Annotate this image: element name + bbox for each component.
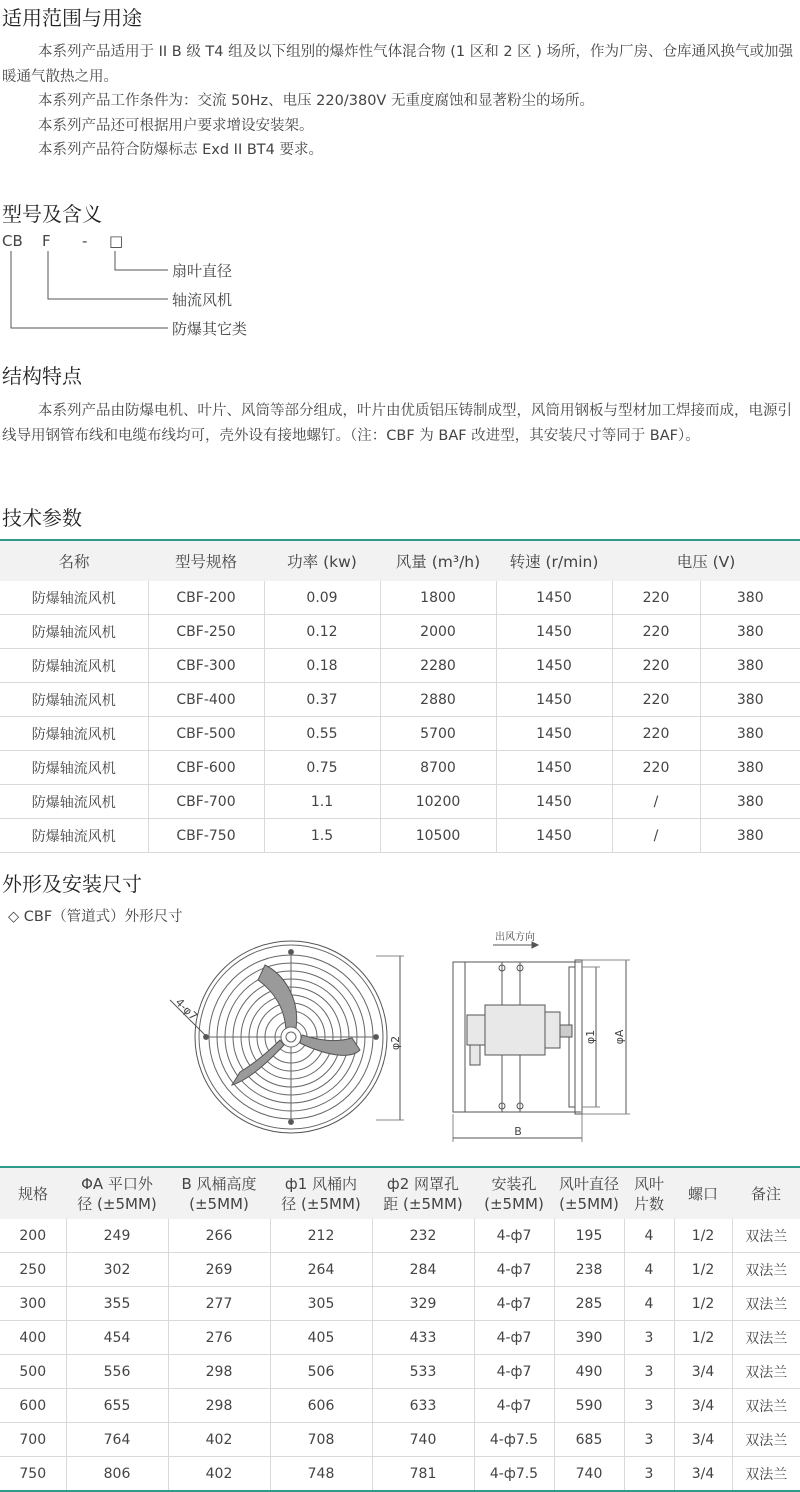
dims-cell: 3 xyxy=(624,1321,674,1355)
dims-table-body xyxy=(0,1219,800,1491)
dims-table-row xyxy=(0,1253,800,1287)
dims-table-row xyxy=(0,1457,800,1492)
tech-cell: 防爆轴流风机 xyxy=(0,683,148,717)
dims-cell: 305 xyxy=(270,1287,372,1321)
dims-cell: 402 xyxy=(168,1457,270,1492)
dims-cell: 4-ф7 xyxy=(474,1287,554,1321)
tech-cell: 2880 xyxy=(380,683,496,717)
dims-cell: 266 xyxy=(168,1219,270,1253)
tech-cell: 防爆轴流风机 xyxy=(0,717,148,751)
dims-table-row xyxy=(0,1355,800,1389)
dims-table xyxy=(0,1166,800,1492)
tech-table-row xyxy=(0,819,800,853)
dims-table-row xyxy=(0,1287,800,1321)
tech-cell: CBF-400 xyxy=(148,683,264,717)
scope-text xyxy=(2,40,798,163)
dims-cell: 双法兰 xyxy=(732,1457,800,1492)
tech-cell: 220 xyxy=(612,649,700,683)
dims-cell: 700 xyxy=(0,1423,66,1457)
tech-cell: 380 xyxy=(700,751,800,785)
dims-table-row xyxy=(0,1321,800,1355)
tech-cell: 1.1 xyxy=(264,785,380,819)
dims-cell: 405 xyxy=(270,1321,372,1355)
tech-cell: CBF-700 xyxy=(148,785,264,819)
tech-cell: 380 xyxy=(700,717,800,751)
model-label-diameter: 扇叶直径 xyxy=(172,262,233,280)
dims-table-row xyxy=(0,1219,800,1253)
tech-cell: 1800 xyxy=(380,581,496,615)
dims-cell: 556 xyxy=(66,1355,168,1389)
section-title-scope: 适用范围与用途 xyxy=(2,6,142,30)
section-title-dims: 外形及安装尺寸 xyxy=(2,872,142,896)
tech-cell: 380 xyxy=(700,649,800,683)
dims-header-line-1: 螺口 xyxy=(687,1184,718,1203)
tech-cell: 2280 xyxy=(380,649,496,683)
label-phiA: φA xyxy=(613,1029,626,1045)
label-b: B xyxy=(514,1125,522,1138)
tech-cell: 防爆轴流风机 xyxy=(0,785,148,819)
dims-header-cell xyxy=(624,1167,674,1219)
dims-header-line-1: 安装孔 xyxy=(491,1174,537,1193)
dims-header-line-1: ΦA 平口外 xyxy=(81,1174,153,1193)
model-diagram xyxy=(0,232,300,352)
tech-table-row xyxy=(0,615,800,649)
dims-header-cell xyxy=(168,1167,270,1219)
dims-cell: 238 xyxy=(554,1253,624,1287)
dims-header-line-2: 距 (±5MM) xyxy=(383,1194,463,1213)
dims-cell: 685 xyxy=(554,1423,624,1457)
tech-cell: / xyxy=(612,819,700,853)
dims-cell: 264 xyxy=(270,1253,372,1287)
dims-header-line-2: (±5MM) xyxy=(189,1194,249,1213)
tech-cell: 220 xyxy=(612,581,700,615)
tech-cell: 防爆轴流风机 xyxy=(0,649,148,683)
tech-cell: 防爆轴流风机 xyxy=(0,581,148,615)
tech-cell: 380 xyxy=(700,615,800,649)
structure-paragraph: 本系列产品由防爆电机、叶片、风筒等部分组成，叶片由优质铝压铸制成型，风筒用钢板与型材加工焊接而成，电源引线导用钢管布线和电缆布线均可，壳外设有接地螺钉。（注：CBF 为 BAF 改进型，其安装尺寸等同于 BAF）。 xyxy=(2,403,792,444)
dims-cell: 双法兰 xyxy=(732,1355,800,1389)
dims-cell: 284 xyxy=(372,1253,474,1287)
tech-cell: 0.09 xyxy=(264,581,380,615)
fan-drawing xyxy=(0,925,800,1155)
tech-header-airflow: 风量 (m³/h) xyxy=(380,540,496,581)
tech-cell: 380 xyxy=(700,683,800,717)
tech-cell: 2000 xyxy=(380,615,496,649)
tech-table-row xyxy=(0,649,800,683)
dims-header-cell xyxy=(372,1167,474,1219)
model-label-explosion: 防爆其它类 xyxy=(172,320,248,338)
dims-cell: 双法兰 xyxy=(732,1253,800,1287)
dims-cell: 750 xyxy=(0,1457,66,1492)
tech-cell: 10500 xyxy=(380,819,496,853)
dims-cell: 4-ф7 xyxy=(474,1389,554,1423)
tech-cell: 1450 xyxy=(496,581,612,615)
tech-table-row xyxy=(0,785,800,819)
label-airflow: 出风方向 xyxy=(495,932,535,943)
dims-cell: 4-ф7.5 xyxy=(474,1423,554,1457)
dims-header-line-2: (±5MM) xyxy=(484,1194,544,1213)
dims-cell: 500 xyxy=(0,1355,66,1389)
tech-table xyxy=(0,539,800,853)
dims-cell: 740 xyxy=(554,1457,624,1492)
tech-cell: 380 xyxy=(700,785,800,819)
dims-header-cell xyxy=(674,1167,732,1219)
tech-header-voltage: 电压 (V) xyxy=(612,540,800,581)
dims-cell: 3/4 xyxy=(674,1423,732,1457)
tech-cell: 0.37 xyxy=(264,683,380,717)
scope-paragraph-2: 本系列产品工作条件为：交流 50Hz、电压 220/380V 无重度腐蚀和显著粉尘的场所。 xyxy=(38,93,594,109)
tech-cell: 0.75 xyxy=(264,751,380,785)
model-code-box: □ xyxy=(109,232,124,250)
dims-header-cell xyxy=(66,1167,168,1219)
dims-header-cell xyxy=(732,1167,800,1219)
dims-cell: 300 xyxy=(0,1287,66,1321)
dims-cell: 748 xyxy=(270,1457,372,1492)
dims-header-line-1: 规格 xyxy=(17,1184,48,1203)
tech-table-body xyxy=(0,581,800,853)
tech-cell: CBF-600 xyxy=(148,751,264,785)
scope-paragraph-1: 本系列产品适用于 II B 级 T4 组及以下组别的爆炸性气体混合物 (1 区和 2 区 ) 场所，作为厂房、仓库通风换气或加强暖通气散热之用。 xyxy=(2,44,794,85)
dims-cell: 655 xyxy=(66,1389,168,1423)
dims-cell: 4-ф7 xyxy=(474,1219,554,1253)
dims-cell: 3/4 xyxy=(674,1389,732,1423)
tech-cell: 380 xyxy=(700,581,800,615)
tech-table-row xyxy=(0,717,800,751)
tech-cell: 1450 xyxy=(496,785,612,819)
label-holes: 4-φ7 xyxy=(172,995,200,1023)
dims-cell: 3 xyxy=(624,1355,674,1389)
tech-cell: 1450 xyxy=(496,819,612,853)
dims-cell: 285 xyxy=(554,1287,624,1321)
dims-cell: 4-ф7 xyxy=(474,1355,554,1389)
tech-cell: 220 xyxy=(612,717,700,751)
dims-cell: 781 xyxy=(372,1457,474,1492)
model-code-f: F xyxy=(42,232,51,250)
dims-cell: 433 xyxy=(372,1321,474,1355)
dims-cell: 1/2 xyxy=(674,1287,732,1321)
tech-header-model: 型号规格 xyxy=(148,540,264,581)
dims-cell: 1/2 xyxy=(674,1321,732,1355)
dims-cell: 764 xyxy=(66,1423,168,1457)
dims-cell: 双法兰 xyxy=(732,1219,800,1253)
tech-cell: / xyxy=(612,785,700,819)
tech-cell: 防爆轴流风机 xyxy=(0,615,148,649)
model-label-axial: 轴流风机 xyxy=(172,291,233,309)
dims-cell: 329 xyxy=(372,1287,474,1321)
tech-cell: 0.12 xyxy=(264,615,380,649)
tech-cell: 0.55 xyxy=(264,717,380,751)
tech-cell: 防爆轴流风机 xyxy=(0,819,148,853)
tech-cell: 1450 xyxy=(496,751,612,785)
dims-header-line-1: ф1 风桶内 xyxy=(284,1174,358,1193)
section-title-tech: 技术参数 xyxy=(2,506,82,530)
dims-cell: 212 xyxy=(270,1219,372,1253)
dims-header-cell xyxy=(554,1167,624,1219)
tech-cell: CBF-750 xyxy=(148,819,264,853)
tech-cell: CBF-200 xyxy=(148,581,264,615)
dims-cell: 533 xyxy=(372,1355,474,1389)
model-code-cb: CB xyxy=(2,232,23,250)
tech-cell: 1450 xyxy=(496,615,612,649)
dims-cell: 1/2 xyxy=(674,1253,732,1287)
dims-cell: 4 xyxy=(624,1253,674,1287)
dims-cell: 4 xyxy=(624,1219,674,1253)
dims-header-line-1: 风叶 xyxy=(633,1174,664,1193)
dims-cell: 3 xyxy=(624,1423,674,1457)
dims-header-line-1: ф2 网罩孔 xyxy=(386,1174,460,1193)
dims-cell: 4-ф7 xyxy=(474,1321,554,1355)
tech-cell: 220 xyxy=(612,615,700,649)
tech-cell: CBF-250 xyxy=(148,615,264,649)
tech-cell: 1450 xyxy=(496,649,612,683)
dims-cell: 298 xyxy=(168,1389,270,1423)
scope-paragraph-4: 本系列产品符合防爆标志 Exd II BT4 要求。 xyxy=(38,142,323,158)
label-phi1: φ1 xyxy=(584,1029,597,1045)
tech-cell: CBF-300 xyxy=(148,649,264,683)
dims-header-line-1: 备注 xyxy=(750,1184,781,1203)
tech-cell: 5700 xyxy=(380,717,496,751)
tech-cell: 10200 xyxy=(380,785,496,819)
dims-cell: 402 xyxy=(168,1423,270,1457)
dims-cell: 302 xyxy=(66,1253,168,1287)
dims-cell: 740 xyxy=(372,1423,474,1457)
dims-header-line-2: 径 (±5MM) xyxy=(77,1194,157,1213)
dims-header-cell xyxy=(474,1167,554,1219)
dims-cell: 双法兰 xyxy=(732,1423,800,1457)
section-title-model: 型号及含义 xyxy=(2,202,102,226)
dims-header-line-2: 片数 xyxy=(633,1194,664,1213)
dims-cell: 195 xyxy=(554,1219,624,1253)
tech-cell: 1450 xyxy=(496,717,612,751)
dims-cell: 双法兰 xyxy=(732,1321,800,1355)
dims-header-line-2: 径 (±5MM) xyxy=(281,1194,361,1213)
tech-cell: 1.5 xyxy=(264,819,380,853)
dims-cell: 3/4 xyxy=(674,1355,732,1389)
label-phi2: φ2 xyxy=(389,1035,402,1051)
tech-cell: 380 xyxy=(700,819,800,853)
dims-header-line-1: 风叶直径 xyxy=(558,1174,619,1193)
dims-cell: 双法兰 xyxy=(732,1389,800,1423)
dims-cell: 3/4 xyxy=(674,1457,732,1492)
tech-header-row xyxy=(0,540,800,581)
tech-header-power: 功率 (kw) xyxy=(264,540,380,581)
dims-cell: 4-ф7 xyxy=(474,1253,554,1287)
dims-header-line-1: B 风桶高度 xyxy=(181,1174,257,1193)
dims-header-cell xyxy=(0,1167,66,1219)
tech-cell: 1450 xyxy=(496,683,612,717)
dims-cell: 355 xyxy=(66,1287,168,1321)
tech-cell: 0.18 xyxy=(264,649,380,683)
model-connector-lines xyxy=(0,232,300,352)
scope-paragraph-3: 本系列产品还可根据用户要求增设安装架。 xyxy=(38,117,314,134)
dims-cell: 双法兰 xyxy=(732,1287,800,1321)
dims-cell: 3 xyxy=(624,1389,674,1423)
dims-cell: 276 xyxy=(168,1321,270,1355)
tech-cell: 220 xyxy=(612,751,700,785)
dims-cell: 249 xyxy=(66,1219,168,1253)
dims-header-cell xyxy=(270,1167,372,1219)
dims-cell: 606 xyxy=(270,1389,372,1423)
structure-text xyxy=(2,399,798,448)
dims-cell: 232 xyxy=(372,1219,474,1253)
dims-cell: 600 xyxy=(0,1389,66,1423)
dims-table-row xyxy=(0,1423,800,1457)
tech-cell: CBF-500 xyxy=(148,717,264,751)
tech-header-name: 名称 xyxy=(0,540,148,581)
tech-cell: 220 xyxy=(612,683,700,717)
dims-subtitle: ◇ CBF（管道式）外形尺寸 xyxy=(8,909,183,925)
dims-cell: 633 xyxy=(372,1389,474,1423)
tech-cell: 8700 xyxy=(380,751,496,785)
tech-table-row xyxy=(0,751,800,785)
dims-table-row xyxy=(0,1389,800,1423)
dims-cell: 454 xyxy=(66,1321,168,1355)
model-code-dash: - xyxy=(82,232,88,250)
dims-cell: 506 xyxy=(270,1355,372,1389)
dims-cell: 590 xyxy=(554,1389,624,1423)
dims-cell: 298 xyxy=(168,1355,270,1389)
section-title-structure: 结构特点 xyxy=(2,364,82,388)
dims-cell: 250 xyxy=(0,1253,66,1287)
dims-cell: 4 xyxy=(624,1287,674,1321)
dims-cell: 4-ф7.5 xyxy=(474,1457,554,1492)
dims-cell: 1/2 xyxy=(674,1219,732,1253)
dims-cell: 200 xyxy=(0,1219,66,1253)
dims-cell: 400 xyxy=(0,1321,66,1355)
tech-header-speed: 转速 (r/min) xyxy=(496,540,612,581)
tech-table-row xyxy=(0,683,800,717)
dims-header-row xyxy=(0,1167,800,1219)
dims-cell: 708 xyxy=(270,1423,372,1457)
dims-cell: 806 xyxy=(66,1457,168,1492)
tech-table-row xyxy=(0,581,800,615)
dims-cell: 269 xyxy=(168,1253,270,1287)
dims-cell: 277 xyxy=(168,1287,270,1321)
dims-header-line-2: (±5MM) xyxy=(559,1194,619,1213)
dims-cell: 3 xyxy=(624,1457,674,1492)
dims-cell: 490 xyxy=(554,1355,624,1389)
dims-cell: 390 xyxy=(554,1321,624,1355)
tech-cell: 防爆轴流风机 xyxy=(0,751,148,785)
